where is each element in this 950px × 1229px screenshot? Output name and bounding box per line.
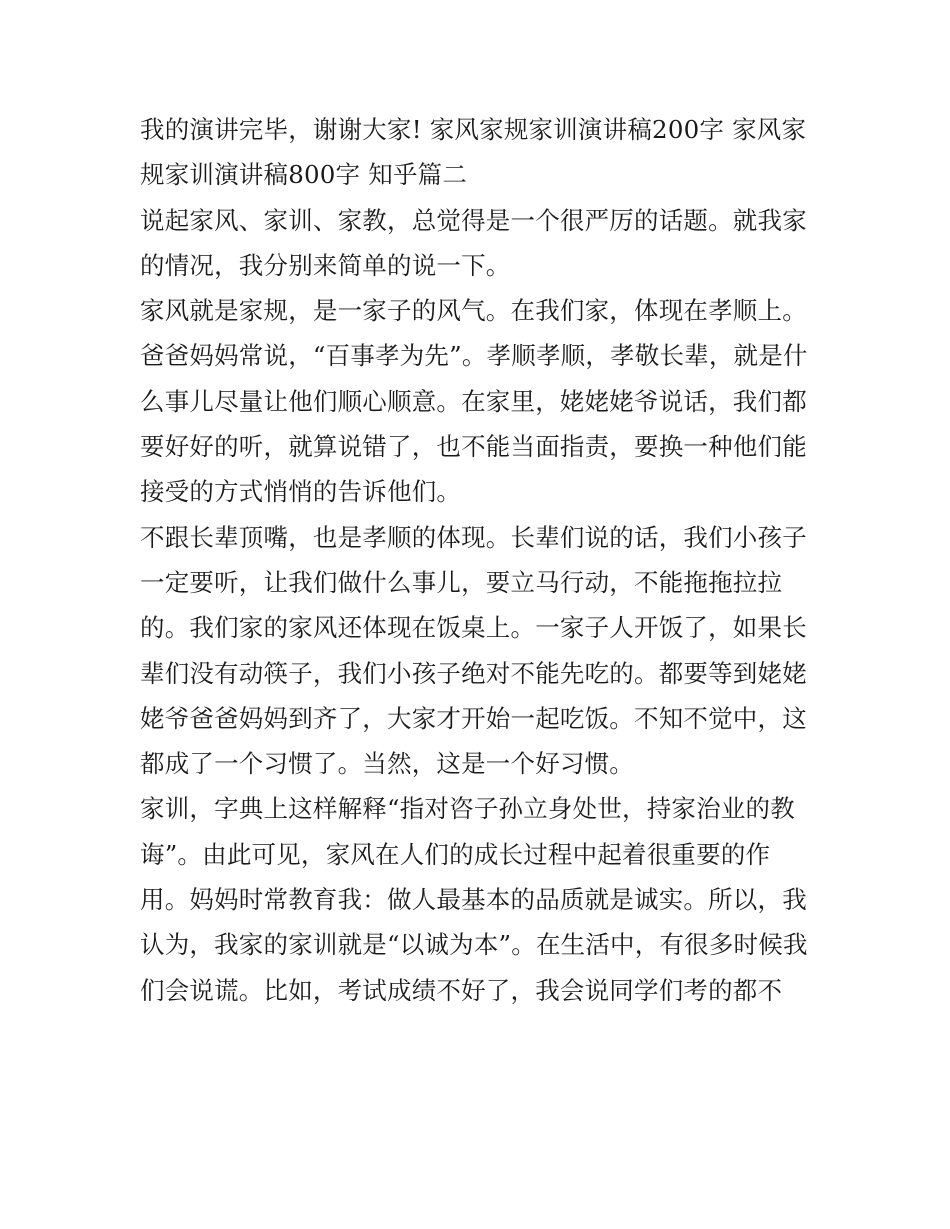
text-line-14: 姥爷爸爸妈妈到齐了，大家才开始一起吃饭。不知不觉中，这 [140, 703, 807, 733]
text-line-19: 认为，我家的家训就是“以诚为本”。在生活中，有很多时候我 [140, 930, 808, 960]
text-line-7: 么事儿尽量让他们顺心顺意。在家里，姥姥姥爷说话，我们都 [140, 386, 807, 416]
text-line-8: 要好好的听，就算说错了，也不能当面指责，要换一种他们能 [140, 432, 807, 462]
document-body [140, 107, 812, 1013]
text-line-20: 们会说谎。比如，考试成绩不好了，我会说同学们考的都不 [140, 975, 783, 1005]
text-line-16: 家训，字典上这样解释“指对咨子孙立身处世，持家治业的教 [140, 794, 795, 824]
text-line-12: 的。我们家的家风还体现在饭桌上。一家子人开饭了，如果长 [140, 613, 807, 643]
text-line-5: 家风就是家规，是一家子的风气。在我们家，体现在孝顺上。 [140, 296, 807, 326]
text-line-6: 爸爸妈妈常说，“百事孝为先”。孝顺孝顺，孝敬长辈，就是什 [140, 341, 808, 371]
text-line-4: 的情况，我分别来简单的说一下。 [140, 250, 511, 280]
text-line-2: 规家训演讲稿800字 知乎篇二 [140, 160, 468, 190]
text-line-13: 辈们没有动筷子，我们小孩子绝对不能先吃的。都要等到姥姥 [140, 658, 807, 688]
text-line-9: 接受的方式悄悄的告诉他们。 [140, 477, 462, 507]
text-line-15: 都成了一个习惯了。当然，这是一个好习惯。 [140, 749, 634, 779]
text-line-11: 一定要听，让我们做什么事儿，要立马行动，不能拖拖拉拉 [140, 567, 783, 597]
text-line-3: 说起家风、家训、家教，总觉得是一个很严厉的话题。就我家 [140, 205, 807, 235]
text-line-1: 我的演讲完毕，谢谢大家! 家风家规家训演讲稿200字 家风家 [140, 115, 807, 144]
text-line-18: 用。妈妈时常教育我：做人最基本的品质就是诚实。所以，我 [140, 885, 807, 915]
text-line-17: 诲”。由此可见，家风在人们的成长过程中起着很重要的作 [140, 839, 771, 869]
text-line-10: 不跟长辈顶嘴，也是孝顺的体现。长辈们说的话，我们小孩子 [140, 522, 807, 552]
